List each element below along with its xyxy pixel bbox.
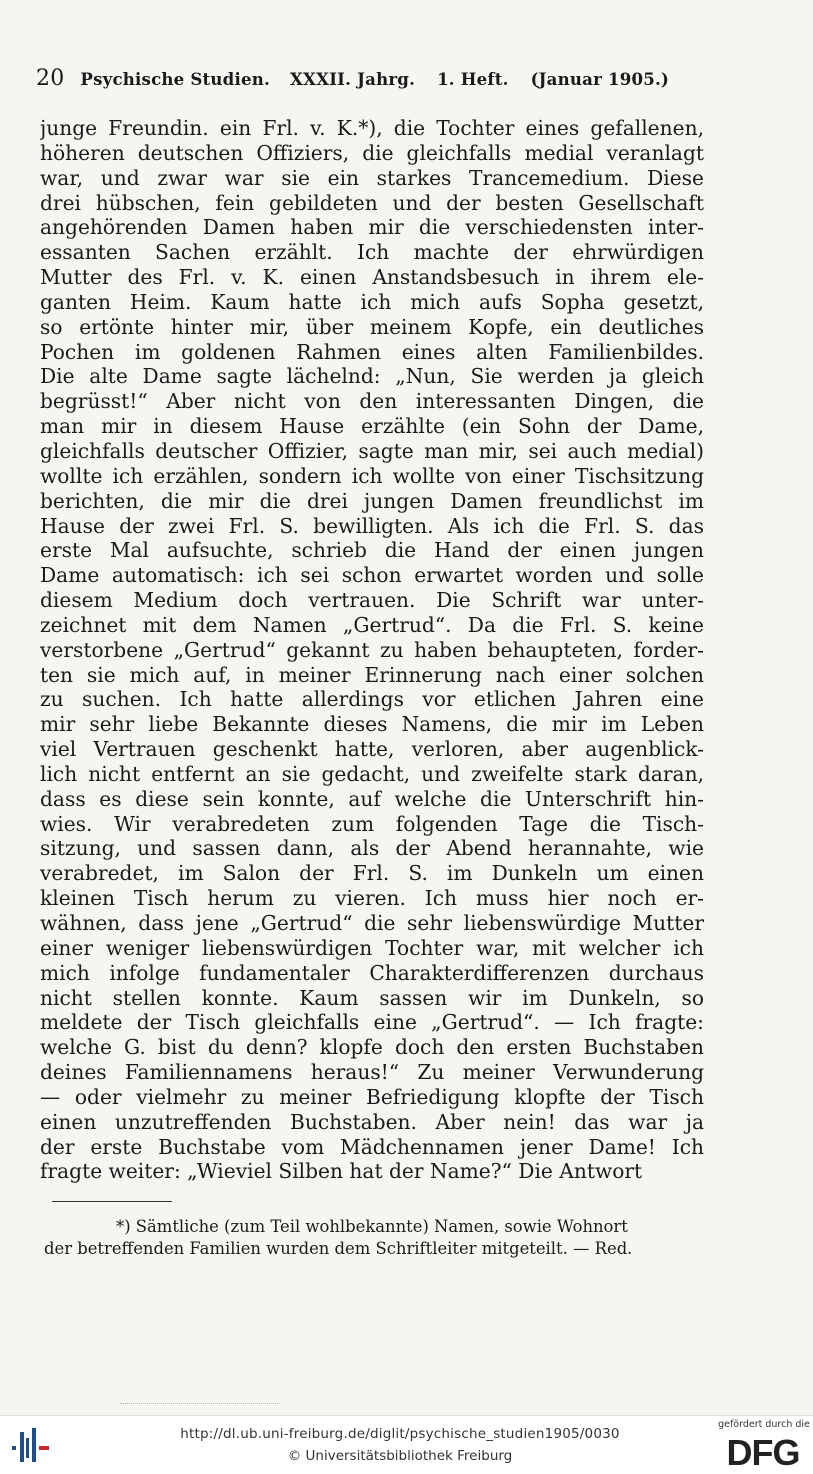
text-line: wollte ich erzählen, sondern ich wollte von einer Tischsitzung	[40, 463, 704, 488]
text-line: verstorbene „Gertrud“ gekannt zu haben behaupteten, forder-	[40, 637, 704, 662]
body-text	[40, 116, 704, 1184]
text-line: meldete der Tisch gleichfalls eine „Gertrud“. — Ich fragte:	[40, 1010, 704, 1035]
issue-label: 1. Heft.	[437, 69, 509, 89]
footnote-rule	[52, 1201, 172, 1202]
text-line: man mir in diesem Hause erzählte (ein Sohn der Dame,	[40, 414, 704, 439]
text-line: junge Freundin. ein Frl. v. K.*), die Tochter eines gefallenen,	[40, 116, 704, 140]
text-line: sitzung, und sassen dann, als der Abend herannahte, wie	[40, 836, 704, 861]
viewer-footer	[0, 1415, 813, 1474]
text-line: einen unzutreffenden Buchstaben. Aber nein! das war ja	[40, 1109, 704, 1134]
copyright-notice: © Universitätsbibliothek Freiburg	[287, 1448, 513, 1464]
footnote-line: *) Sämtliche (zum Teil wohlbekannte) Namen, sowie Wohnort	[116, 1217, 628, 1236]
text-line: wähnen, dass jene „Gertrud“ die sehr liebenswürdige Mutter	[40, 911, 704, 935]
text-line: — oder vielmehr zu meiner Befriedigung klopfte der Tisch	[40, 1084, 704, 1109]
text-line: mir sehr liebe Bekannte dieses Namens, die mir im Leben	[40, 712, 704, 737]
text-line: nicht stellen konnte. Kaum sassen wir im Dunkeln, so	[40, 985, 704, 1010]
text-line: verabredet, im Salon der Frl. S. im Dunkeln um einen	[40, 861, 704, 886]
text-line: berichten, die mir die drei jungen Damen freundlichst im	[40, 488, 704, 513]
svg-text:DFG: DFG	[726, 1432, 800, 1470]
text-line: einer weniger liebenswürdigen Tochter war, mit welcher ich	[40, 935, 704, 960]
permalink-url[interactable]: http://dl.ub.uni-freiburg.de/diglit/psychische_studien1905/0030	[180, 1426, 620, 1442]
text-line: ganten Heim. Kaum hatte ich mich aufs Sopha gesetzt,	[40, 289, 704, 314]
text-line: deines Familiennamens heraus!“ Zu meiner Verwunderung	[40, 1060, 704, 1085]
page-number: 20	[36, 66, 65, 91]
scan-artifact	[120, 1403, 280, 1407]
footnote-line: der betreffenden Familien wurden dem Schriftleiter mitgeteilt. — Red.	[44, 1239, 633, 1258]
text-line: mich infolge fundamentaler Charakterdifferenzen durchaus	[40, 960, 704, 985]
ub-freiburg-logo-icon	[8, 1424, 54, 1464]
text-line: ten sie mich auf, in meiner Erinnerung nach einer solchen	[40, 662, 704, 687]
text-line: Mutter des Frl. v. K. einen Anstandsbesuch in ihrem ele-	[40, 265, 704, 290]
text-line: diesem Medium doch vertrauen. Die Schrift war unter-	[40, 588, 704, 613]
text-line: Dame automatisch: ich sei schon erwartet worden und solle	[40, 563, 704, 588]
text-line: viel Vertrauen geschenkt hatte, verloren, aber augenblick-	[40, 737, 704, 762]
text-line: zeichnet mit dem Namen „Gertrud“. Da die Frl. S. keine	[40, 612, 704, 637]
text-line: essanten Sachen erzählt. Ich machte der ehrwürdigen	[40, 240, 704, 265]
text-line: dass es diese sein konnte, auf welche die Unterschrift hin-	[40, 786, 704, 811]
text-line: zu suchen. Ich hatte allerdings vor etlichen Jahren eine	[40, 687, 704, 712]
text-line: kleinen Tisch herum zu vieren. Ich muss hier noch er-	[40, 886, 704, 911]
text-line: höheren deutschen Offiziers, die gleichfalls medial veranlagt	[40, 140, 704, 165]
running-head	[36, 66, 676, 94]
text-line: begrüsst!“ Aber nicht von den interessanten Dingen, die	[40, 389, 704, 414]
dfg-logo-icon	[718, 1432, 808, 1470]
text-line: war, und zwar war sie ein starkes Trancemedium. Diese	[40, 165, 704, 190]
text-line: drei hübschen, fein gebildeten und der besten Gesellschaft	[40, 190, 704, 215]
text-line: der erste Buchstabe vom Mädchennamen jener Dame! Ich	[40, 1134, 704, 1159]
text-line: Die alte Dame sagte lächelnd: „Nun, Sie werden ja gleich	[40, 364, 704, 389]
text-line: Pochen im goldenen Rahmen eines alten Familienbildes.	[40, 339, 704, 364]
text-line: fragte weiter: „Wieviel Silben hat der Name?“ Die Antwort	[40, 1159, 643, 1184]
text-line: so ertönte hinter mir, über meinem Kopfe, ein deutliches	[40, 314, 704, 339]
text-line: lich nicht entfernt an sie gedacht, und zweifelte stark daran,	[40, 761, 704, 786]
text-line: wies. Wir verabredeten zum folgenden Tage die Tisch-	[40, 811, 704, 836]
dfg-caption: gefördert durch die	[718, 1419, 810, 1430]
text-line: gleichfalls deutscher Offizier, sagte man mir, sei auch medial)	[40, 438, 704, 463]
issue-date: (Januar 1905.)	[530, 69, 670, 89]
footnote	[44, 1216, 716, 1260]
text-line: welche G. bist du denn? klopfe doch den ersten Buchstaben	[40, 1035, 704, 1060]
text-line: Hause der zwei Frl. S. bewilligten. Als ich die Frl. S. das	[40, 513, 704, 538]
text-line: angehörenden Damen haben mir die verschiedensten inter-	[40, 215, 704, 240]
volume-label: XXXII. Jahrg.	[289, 69, 416, 89]
journal-title: Psychische Studien.	[80, 69, 270, 89]
text-line: erste Mal aufsuchte, schrieb die Hand der einen jungen	[40, 538, 704, 563]
